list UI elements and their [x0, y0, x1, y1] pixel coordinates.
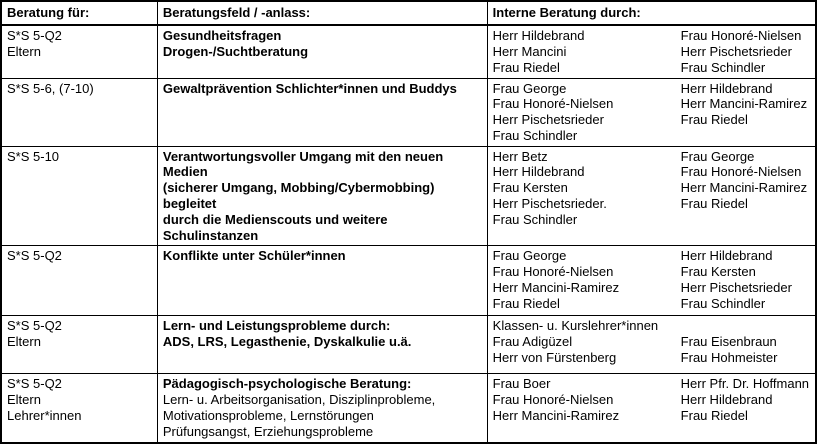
advisor-name: Herr Hildebrand: [492, 28, 585, 43]
advisor-line: [493, 408, 811, 424]
advisor-line: [493, 318, 811, 334]
table-body: [1, 25, 816, 443]
topic-line: Pädagogisch-psychologische Beratung:: [162, 376, 412, 392]
audience-line: S*S 5-10: [7, 148, 60, 164]
topic-line: Drogen-/Suchtberatung: [162, 43, 309, 59]
header-beratung-fuer: Beratung für:: [1, 1, 157, 25]
topic-cell: [157, 246, 487, 316]
advisor-line: [493, 280, 811, 296]
advisor-name: Herr Hildebrand: [680, 392, 773, 408]
topic-line: Motivationsprobleme, Lernstörungen: [162, 408, 374, 424]
audience-line: S*S 5-6, (7-10): [7, 80, 94, 96]
advisors-cell: [487, 316, 816, 374]
advisors-cell: [487, 374, 816, 443]
advisor-line: [493, 128, 811, 144]
audience-cell: [1, 316, 157, 374]
audience-line: S*S 5-Q2: [7, 318, 62, 334]
audience-line: Eltern: [7, 334, 41, 350]
advisor-name: Herr von Fürstenberg: [492, 350, 617, 366]
table-row: [1, 316, 816, 374]
advisor-name: Frau Riedel: [492, 295, 560, 311]
advisor-name: Herr Hildebrand: [492, 164, 585, 180]
advisor-name: Herr Pischetsrieder: [680, 280, 792, 296]
audience-line: S*S 5-Q2: [7, 28, 62, 43]
advisor-name: Frau Riedel: [492, 59, 560, 75]
audience-line: S*S 5-Q2: [7, 248, 62, 264]
audience-line: Eltern: [7, 43, 41, 59]
header-interne-beratung: Interne Beratung durch:: [487, 1, 816, 25]
topic-line: Lern- u. Arbeitsorganisation, Disziplinprobleme,: [162, 392, 436, 408]
advisor-line: [493, 149, 811, 165]
topic-line: (sicherer Umgang, Mobbing/Cybermobbing) begleitet: [162, 180, 435, 212]
advisor-line: [493, 112, 811, 128]
advisor-name: Herr Pfr. Dr. Hoffmann: [680, 376, 810, 392]
header-row: [1, 1, 816, 25]
advisor-line: [493, 44, 811, 60]
advisor-name: Frau George: [492, 80, 567, 96]
advisor-name: Herr Mancini-Ramirez: [680, 180, 808, 196]
advisor-line: [493, 334, 811, 350]
advisor-name: Frau George: [492, 248, 567, 264]
advisor-name: Frau Honoré-Nielsen: [492, 96, 614, 112]
table-row: [1, 78, 816, 146]
audience-line: Lehrer*innen: [7, 408, 82, 424]
advisor-name: Herr Pischetsrieder: [492, 112, 604, 128]
advisor-line: [493, 392, 811, 408]
advisor-name: Herr Mancini-Ramirez: [492, 408, 620, 424]
advisor-name: Frau Riedel: [680, 408, 748, 424]
audience-cell: [1, 246, 157, 316]
header-beratungsfeld: Beratungsfeld / -anlass:: [157, 1, 487, 25]
advisor-name: Frau Riedel: [680, 112, 748, 128]
topic-cell: [157, 374, 487, 443]
advisor-name: Herr Pischetsrieder.: [492, 196, 607, 212]
advisor-name: Frau Adigüzel: [492, 334, 573, 350]
advisor-name: Frau Boer: [492, 376, 551, 392]
topic-line: durch die Medienscouts und weitere Schulinstanzen: [162, 211, 388, 243]
topic-line: Konflikte unter Schüler*innen: [162, 248, 346, 264]
advisor-name: Frau Honoré-Nielsen: [680, 28, 802, 43]
advisor-line: [493, 264, 811, 280]
advisor-name: Herr Mancini: [492, 43, 567, 59]
table-row: [1, 374, 816, 443]
audience-cell: [1, 78, 157, 146]
topic-cell: [157, 316, 487, 374]
advisor-line: [493, 164, 811, 180]
table-row: [1, 25, 816, 78]
advisor-line: [493, 248, 811, 264]
audience-line: Eltern: [7, 392, 41, 408]
advisor-name: Frau Honoré-Nielsen: [492, 392, 614, 408]
audience-cell: [1, 25, 157, 78]
topic-line: ADS, LRS, Legasthenie, Dyskalkulie u.ä.: [162, 334, 412, 350]
advisors-cell: [487, 25, 816, 78]
topic-cell: [157, 146, 487, 246]
advisor-line: [493, 60, 811, 76]
table-row: [1, 246, 816, 316]
advisor-name: Frau Eisenbraun: [680, 334, 777, 350]
advisor-name: Herr Hildebrand: [680, 248, 773, 264]
advisor-line: [493, 196, 811, 212]
advisor-name: Frau Kersten: [680, 264, 756, 280]
advisor-line: [493, 28, 811, 44]
advisors-cell: [487, 246, 816, 316]
topic-line: Gewaltprävention Schlichter*innen und Buddys: [162, 80, 457, 96]
advisors-cell: [487, 146, 816, 246]
advisor-line: [493, 376, 811, 392]
advisor-name: Herr Hildebrand: [680, 80, 773, 96]
advisor-name: Herr Pischetsrieder: [680, 43, 792, 59]
advisor-name: Frau George: [680, 148, 755, 164]
advisor-name: Frau Riedel: [680, 196, 748, 212]
topic-line: Prüfungsangst, Erziehungsprobleme: [162, 423, 374, 439]
topic-cell: [157, 78, 487, 146]
advisor-name: Frau Schindler: [680, 59, 766, 75]
topic-line: Gesundheitsfragen: [162, 28, 282, 43]
advisor-line: [493, 96, 811, 112]
advisor-name: Frau Honoré-Nielsen: [492, 264, 614, 280]
advisor-line: [493, 212, 811, 228]
advisor-name: Frau Schindler: [492, 127, 578, 143]
advisor-name: Klassen- u. Kurslehrer*innen: [492, 318, 659, 334]
advisor-name: Frau Hohmeister: [680, 350, 778, 366]
advisor-name: Frau Honoré-Nielsen: [680, 164, 802, 180]
topic-line: Lern- und Leistungsprobleme durch:: [162, 318, 391, 334]
table-header: [1, 1, 816, 25]
topic-cell: [157, 25, 487, 78]
topic-line: Verantwortungsvoller Umgang mit den neuen Medien: [162, 148, 444, 180]
table-row: [1, 146, 816, 246]
advisor-name: Frau Schindler: [492, 211, 578, 227]
audience-cell: [1, 146, 157, 246]
advisor-name: Herr Mancini-Ramirez: [492, 280, 620, 296]
audience-cell: [1, 374, 157, 443]
advisor-name: Frau Kersten: [492, 180, 568, 196]
advisor-name: Frau Schindler: [680, 295, 766, 311]
advisor-line: [493, 350, 811, 366]
advisor-name: Herr Betz: [492, 148, 548, 164]
advisor-name: Herr Mancini-Ramirez: [680, 96, 808, 112]
advisors-cell: [487, 78, 816, 146]
advisor-line: [493, 81, 811, 97]
advisor-line: [493, 296, 811, 312]
advisor-line: [493, 180, 811, 196]
audience-line: S*S 5-Q2: [7, 376, 62, 392]
